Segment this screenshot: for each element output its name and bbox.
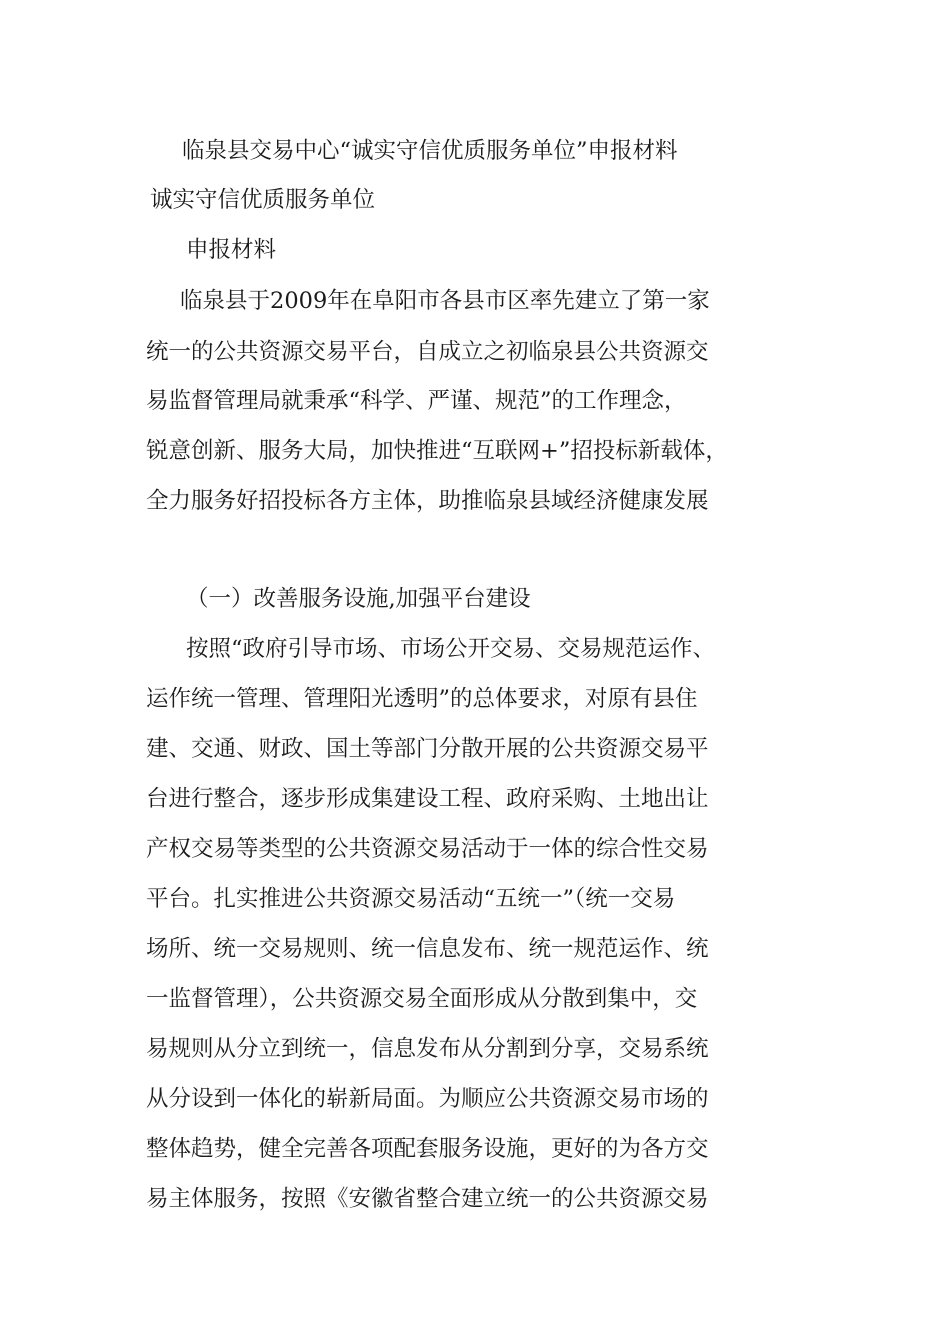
document-title: 临泉县交易中心“诚实守信优质服务单位”申报材料 [182,138,678,164]
paragraph-2-line: 场所、统一交易规则、统一信息发布、统一规范运作、统 [146,936,709,962]
paragraph-2-line: 建、交通、财政、国土等部门分散开展的公共资源交易平 [146,736,709,762]
paragraph-1-line: 全力服务好招投标各方主体，助推临泉县域经济健康发展 [146,488,709,514]
paragraph-2-line: 一监督管理），公共资源交易全面形成从分散到集中，交 [146,986,698,1012]
document-subtitle: 诚实守信优质服务单位 [150,187,376,213]
paragraph-1-line: 易监督管理局就秉承“科学、严谨、规范”的工作理念， [146,388,687,414]
paragraph-2-line: 产权交易等类型的公共资源交易活动于一体的综合性交易 [146,836,709,862]
paragraph-2-line: 运作统一管理、管理阳光透明”的总体要求，对原有县住 [146,686,698,712]
section-heading: （一）改善服务设施,加强平台建设 [186,586,531,612]
paragraph-1-line: 锐意创新、服务大局，加快推进“互联网+”招投标新载体， [146,438,728,464]
document-subtitle-materials: 申报材料 [186,237,277,263]
paragraph-2-line: 整体趋势，健全完善各项配套服务设施，更好的为各方交 [146,1136,709,1162]
paragraph-1-line: 临泉县于2009年在阜阳市各县市区率先建立了第一家 [180,288,710,314]
paragraph-2-line: 台进行整合，逐步形成集建设工程、政府采购、土地出让 [146,786,709,812]
paragraph-2-line: 按照“政府引导市场、市场公开交易、交易规范运作、 [186,636,716,662]
paragraph-2-line: 易规则从分立到统一，信息发布从分割到分享，交易系统 [146,1036,709,1062]
paragraph-2-line: 平台。扎实推进公共资源交易活动“五统一”（统一交易 [146,886,676,912]
paragraph-1-line: 统一的公共资源交易平台，自成立之初临泉县公共资源交 [146,339,709,365]
paragraph-2-line: 易主体服务，按照《安徽省整合建立统一的公共资源交易 [146,1186,709,1212]
paragraph-2-line: 从分设到一体化的崭新局面。为顺应公共资源交易市场的 [146,1086,709,1112]
